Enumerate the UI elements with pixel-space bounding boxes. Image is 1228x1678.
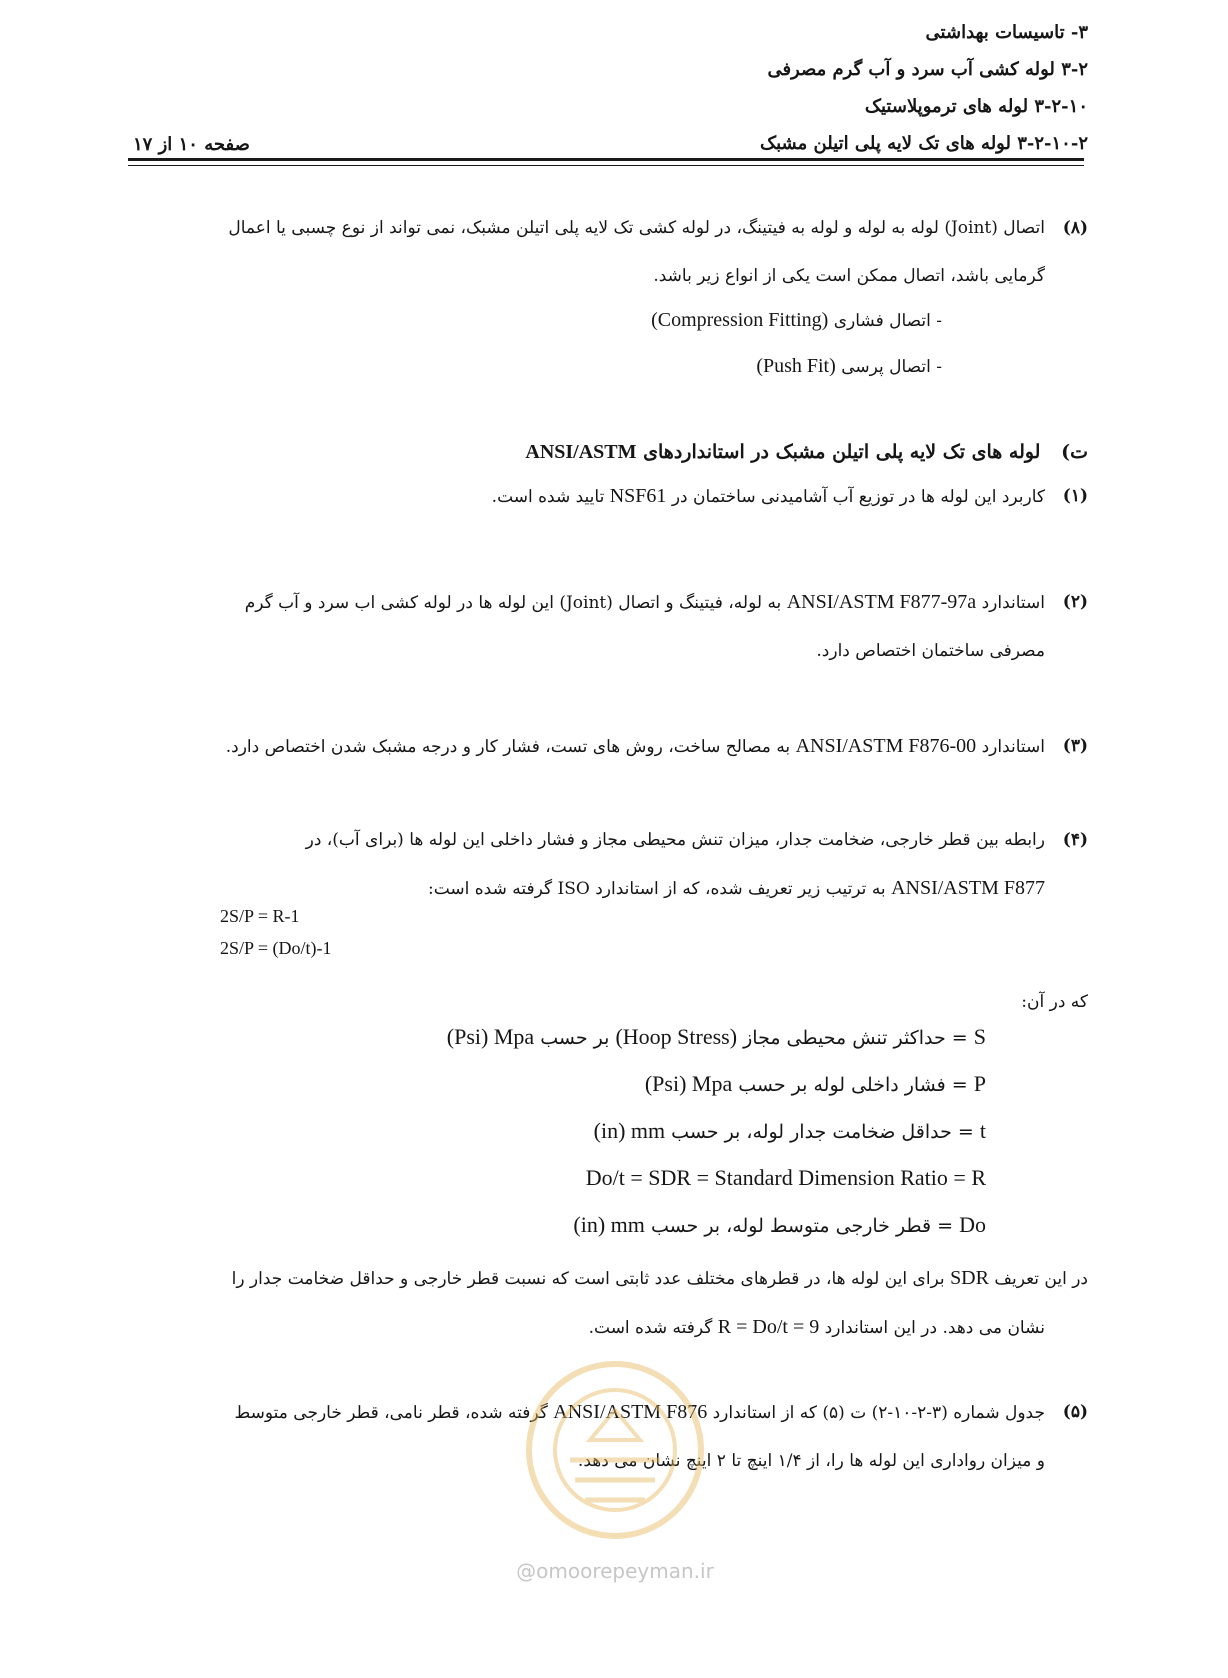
watermark-logo: [500, 1340, 730, 1600]
item-3-text-b: به مصالح ساخت، روش های تست، فشار کار و درجه مشبک شدن اختصاص دارد.: [225, 737, 791, 757]
section-label: ت): [1061, 441, 1088, 463]
item-2-text-a: استاندارد: [981, 593, 1045, 613]
definition-text-2: بر حسب: [540, 1027, 610, 1049]
sdr-text-d: گرفته شده است.: [588, 1318, 713, 1338]
item-4-text-a: رابطه بین قطر خارجی، ضخامت جدار، میزان تنش محیطی مجاز و فشار داخلی این لوله ها (برای آب)، در: [305, 830, 1045, 850]
definition-en: Do/t = SDR = Standard Dimension Ratio = R: [585, 1165, 986, 1190]
header-line-1: ۳- تاسیسات بهداشتی: [925, 22, 1088, 43]
item-5-text-c: و میزان رواداری این لوله ها را، از ۱/۴ اینچ تا ۲ اینچ نشان می دهد.: [577, 1451, 1045, 1471]
page-number: صفحه ۱۰ از ۱۷: [133, 134, 250, 155]
definition-en: (Hoop Stress): [615, 1024, 738, 1049]
definition-text: = فشار داخلی لوله بر حسب: [738, 1074, 968, 1096]
item-2: [128, 578, 1088, 675]
item-2-text-b: به لوله، فیتینگ و اتصال (Joint) این لوله ها در لوله کشی اب سرد و آب گرم: [244, 593, 782, 613]
definition-p: [645, 1071, 986, 1097]
item-4: [128, 816, 1088, 913]
item-2-code: ANSI/ASTM F877-97a: [786, 591, 977, 613]
item-number: (۸): [1062, 218, 1088, 238]
bullet-compression: [651, 296, 942, 345]
bullet-compression-en: (Compression Fitting): [651, 309, 829, 331]
sdr-formula: R = Do/t = 9: [717, 1316, 820, 1338]
bullet-push-fit-en: (Push Fit): [756, 355, 836, 377]
definition-symbol: t: [979, 1118, 986, 1143]
sdr-text-a: در این تعریف: [994, 1269, 1088, 1289]
section-title-en: ANSI/ASTM: [525, 441, 637, 463]
item-8: [128, 204, 1088, 300]
definition-t: [594, 1118, 986, 1144]
where-label: که در آن:: [1021, 992, 1088, 1012]
definition-sdr: [586, 1165, 986, 1191]
definition-unit: (in) mm: [593, 1118, 666, 1143]
item-4-code: ANSI/ASTM F877: [891, 877, 1045, 899]
formula-2: 2S/P = (Do/t)-1: [220, 938, 332, 958]
header-line-3: ۳-۲-۱۰ لوله های ترموپلاستیک: [864, 96, 1088, 117]
definition-s: [447, 1024, 986, 1050]
section-t-heading: [525, 428, 1088, 476]
bullet-push-fit-fa: - اتصال پرسی: [841, 357, 942, 377]
header-rule-thin: [128, 165, 1084, 166]
item-3: [128, 722, 1088, 771]
item-5-code: ANSI/ASTM F876: [553, 1401, 708, 1423]
definition-unit: (Psi) Mpa: [446, 1024, 535, 1049]
item-3-code: ANSI/ASTM F876-00: [795, 735, 977, 757]
seal-icon: [500, 1340, 730, 1600]
header-line-2: ۳-۲ لوله کشی آب سرد و آب گرم مصرفی: [767, 59, 1088, 80]
item-4-text-b: به ترتیب زیر تعریف شده، که از استاندارد ISO گرفته شده است:: [427, 879, 886, 899]
definition-text: = حداقل ضخامت جدار لوله، بر حسب: [671, 1121, 974, 1143]
item-1: [128, 472, 1088, 521]
sdr-text-b: برای این لوله ها، در قطرهای مختلف عدد ثابتی است که نسبت قطر خارجی و حداقل ضخامت جدار را: [231, 1269, 945, 1289]
item-8-text-a: اتصال (Joint) لوله به لوله و لوله به فیتینگ، در لوله کشی تک لایه پلی اتیلن مشبک، نمی تواند از نوع چسبی یا اعمال: [228, 218, 1045, 238]
header-rule-thick: [128, 158, 1084, 161]
item-1-code: NSF61: [609, 485, 667, 507]
watermark-text: @omoorepeyman.ir: [516, 1559, 714, 1583]
item-1-text-a: کاربرد این لوله ها در توزیع آب آشامیدنی ساختمان در: [671, 487, 1045, 507]
definition-text: = قطر خارجی متوسط لوله، بر حسب: [650, 1215, 954, 1237]
sdr-text-c: نشان می دهد. در این استاندارد: [824, 1318, 1045, 1338]
formula-1: 2S/P = R-1: [220, 906, 300, 926]
definition-symbol: Do: [959, 1212, 986, 1237]
item-5-text-b: گرفته شده، قطر نامی، قطر خارجی متوسط: [234, 1403, 548, 1423]
header-line-4: ۳-۲-۱۰-۲ لوله های تک لایه پلی اتیلن مشبک: [760, 133, 1088, 154]
item-3-text-a: استاندارد: [981, 737, 1045, 757]
item-1-text-b: تایید شده است.: [491, 487, 605, 507]
item-number: (۴): [1062, 830, 1088, 850]
definition-symbol: S: [973, 1024, 986, 1049]
section-title-fa: لوله های تک لایه پلی اتیلن مشبک در استانداردهای: [643, 441, 1041, 463]
bullet-compression-fa: - اتصال فشاری: [833, 311, 942, 331]
definition-unit: (in) mm: [573, 1212, 645, 1237]
definition-text: = حداکثر تنش محیطی مجاز: [743, 1027, 968, 1049]
item-number: (۳): [1062, 736, 1088, 756]
definition-symbol: P: [973, 1071, 986, 1096]
item-2-text-c: مصرفی ساختمان اختصاص دارد.: [816, 641, 1045, 661]
item-5-text-a: جدول شماره (۳-۲-۱۰-۲) ت (۵) که از استاندارد: [712, 1403, 1045, 1423]
item-number: (۱): [1062, 486, 1088, 506]
bullet-push-fit: [756, 342, 942, 391]
item-8-text-b: گرمایی باشد، اتصال ممکن است یکی از انواع زیر باشد.: [653, 266, 1045, 286]
sdr-paragraph: [128, 1254, 1088, 1352]
sdr-code: SDR: [950, 1267, 989, 1289]
definition-do: [573, 1212, 986, 1238]
definition-unit: (Psi) Mpa: [644, 1071, 733, 1096]
item-number: (۵): [1062, 1402, 1088, 1422]
item-number: (۲): [1062, 592, 1088, 612]
